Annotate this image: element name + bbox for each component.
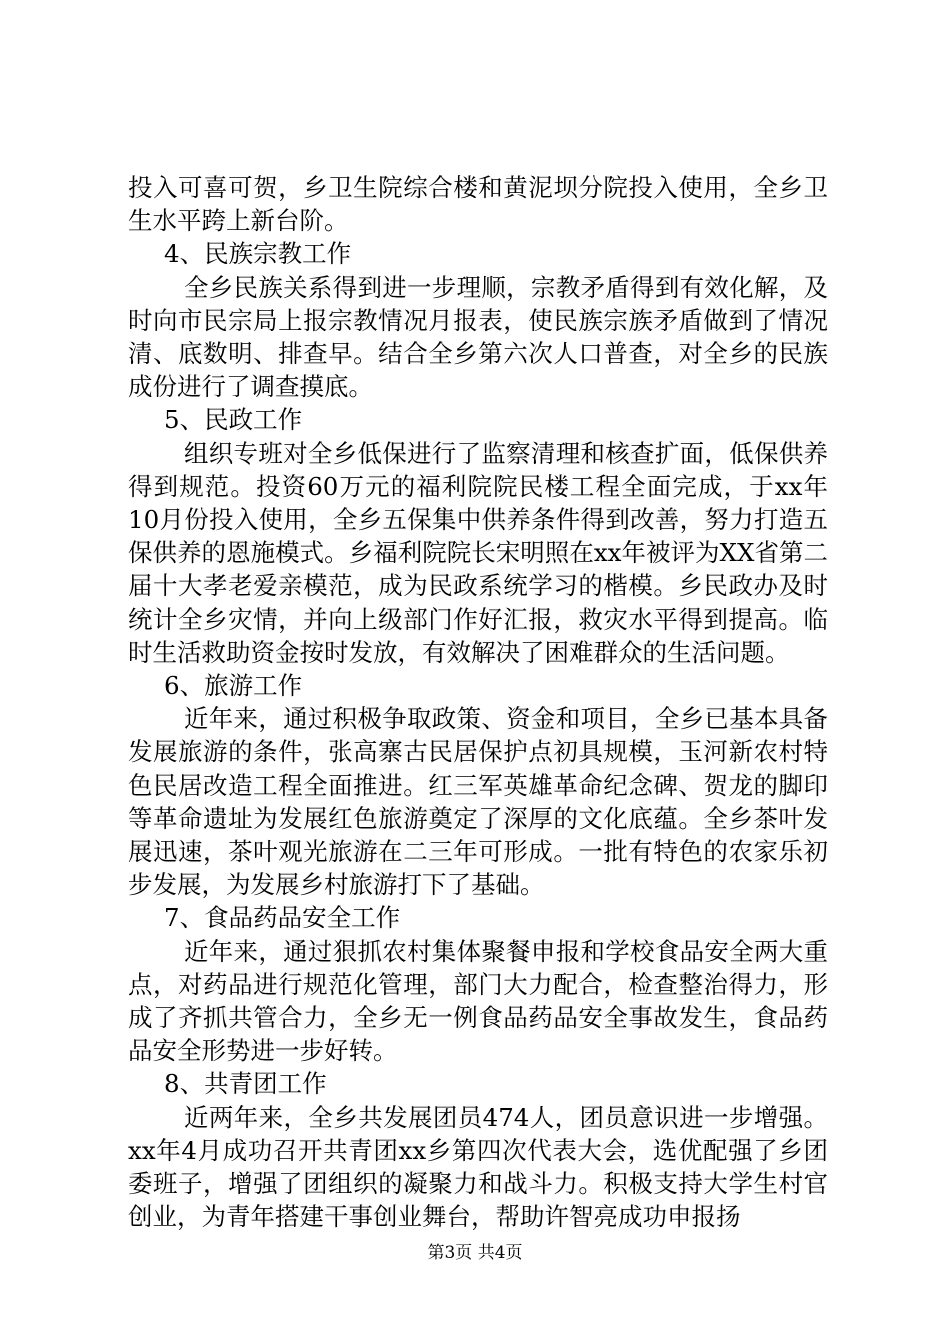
- section-heading-tourism: 6、旅游工作: [164, 671, 303, 701]
- page-number-footer: 第3页 共4页: [427, 1243, 523, 1263]
- paragraph-continued: 投入可喜可贺，乡卫生院综合楼和黄泥坝分院投入使用，全乡卫生水平跨上新台阶。: [128, 173, 828, 236]
- section-heading-youth-league: 8、共青团工作: [164, 1069, 327, 1099]
- document-body: [128, 171, 828, 1234]
- paragraph-tourism: 近年来，通过积极争取政策、资金和项目，全乡已基本具备发展旅游的条件，张高寨古民居保护点初具规模，玉河新农村特色民居改造工程全面推进。红三军英雄革命纪念碑、贺龙的脚印等革命遗址为发展红色旅游奠定了深厚的文化底蕴。全乡茶叶发展迅速，茶叶观光旅游在二三年可形成。一批有特色的农家乐初步发展，为发展乡村旅游打下了基础。: [128, 704, 828, 900]
- paragraph-food-drug-safety: 近年来，通过狠抓农村集体聚餐申报和学校食品安全两大重点，对药品进行规范化管理，部门大力配合，检查整治得力，形成了齐抓共管合力，全乡无一例食品药品安全事故发生，食品药品安全形势进一步好转。: [128, 936, 828, 1066]
- section-heading-civil-affairs: 5、民政工作: [164, 405, 303, 435]
- paragraph-civil-affairs: 组织专班对全乡低保进行了监察清理和核查扩面，低保供养得到规范。投资60万元的福利院院民楼工程全面完成，于xx年10月份投入使用，全乡五保集中供养条件得到改善，努力打造五保供养的恩施模式。乡福利院院长宋明照在xx年被评为XX省第二届十大孝老爱亲模范，成为民政系统学习的楷模。乡民政办及时统计全乡灾情，并向上级部门作好汇报，救灾水平得到提高。临时生活救助资金按时发放，有效解决了困难群众的生活问题。: [128, 438, 828, 667]
- section-heading-ethnic-religious: 4、民族宗教工作: [164, 239, 352, 269]
- section-heading-food-drug-safety: 7、食品药品安全工作: [164, 903, 401, 933]
- paragraph-ethnic-religious: 全乡民族关系得到进一步理顺，宗教矛盾得到有效化解，及时向市民宗局上报宗教情况月报表，使民族宗族矛盾做到了情况清、底数明、排查早。结合全乡第六次人口普查，对全乡的民族成份进行了调查摸底。: [128, 272, 828, 402]
- paragraph-youth-league: 近两年来，全乡共发展团员474人，团员意识进一步增强。xx年4月成功召开共青团xx乡第四次代表大会，选优配强了乡团委班子，增强了团组织的凝聚力和战斗力。积极支持大学生村官创业，为青年搭建干事创业舞台，帮助许智亮成功申报扬: [128, 1102, 828, 1232]
